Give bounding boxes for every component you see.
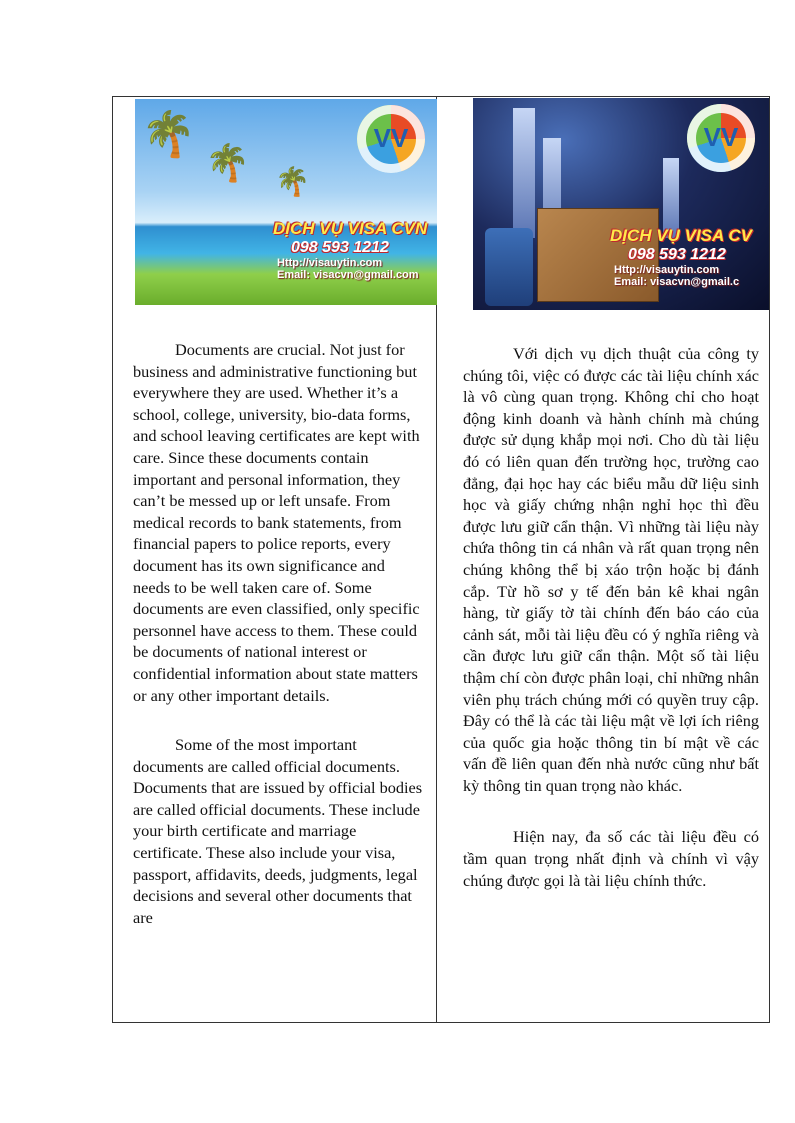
banner-title: DỊCH VỤ VISA CVN: [273, 219, 428, 238]
cvn-logo-icon: VV: [687, 104, 755, 172]
suitcase-icon: [485, 228, 533, 306]
banner-website: Http://visauytin.com: [277, 257, 383, 269]
banner-phone: 098 593 1212: [628, 246, 726, 263]
banner-image-resort: [135, 99, 437, 305]
banner-caption: [273, 219, 433, 281]
paragraph: Some of the most important documents are called official documents.: [133, 735, 400, 776]
banner-image-city: [473, 98, 769, 310]
english-text-column: [133, 339, 423, 928]
banner-phone: 098 593 1212: [291, 239, 389, 256]
paragraph: Documents are crucial. Not just for business and administrative functioning but everywhere they are used. Whether it’s a school, college, university, bio-data forms, and school leaving certificates are kept with care. Since these documents contain important and personal information, they can’t be messed up or left unsafe. From medical records to bank statements, from financial papers to police reports, every document has its own significance and needs to be well taken care of. Some documents are even classified, only specific personnel have access to them. These could be documents of national interest or confidential information about state matters or any other important details.: [133, 340, 420, 705]
paragraph: Hiện nay, đa số các tài liệu đều có tầm quan trọng nhất định và chính vì vậy chúng được gọi là tài liệu chính thức.: [463, 827, 759, 890]
banner-email: Email: visacvn@gmail.com: [277, 269, 419, 281]
banner-caption: [610, 226, 769, 288]
cvn-logo-icon: VV: [357, 105, 425, 173]
banner-email: Email: visacvn@gmail.c: [614, 276, 740, 288]
vietnamese-text-column: [463, 343, 759, 891]
paragraph: Documents that are issued by official bodies are called official documents. These include your birth certificate and marriage certificate. These also include your visa, passport, affidavits, deeds, judgments, legal decisions and several other documents that are: [133, 778, 423, 927]
banner-title: DỊCH VỤ VISA CV: [610, 226, 753, 245]
paragraph: Với dịch vụ dịch thuật của công ty chúng tôi, việc có được các tài liệu chính xác là vô cùng quan trọng. Không chỉ cho hoạt động kinh doanh và hành chính mà chúng được sử dụng khắp mọi nơi. Cho dù tài liệu đó có liên quan đến trường học, trường cao đẳng, đại học hay các biểu mẫu dữ liệu sinh học và giấy chứng nhận nghỉ học thì đều được lưu giữ cẩn thận. Vì những tài liệu này chứa thông tin cá nhân và rất quan trọng nên chúng không thể bị xáo trộn hoặc bị đánh cắp. Từ hồ sơ y tế đến bản kê khai ngân hàng, từ giấy tờ tài chính đến báo cáo của cảnh sát, mỗi tài liệu đều có ý nghĩa riêng và cần được lưu giữ cẩn thận. Một số tài liệu thậm chí còn được phân loại, chỉ những nhân viên phụ trách chúng mới có quyền truy cập. Đây có thể là các tài liệu mật về lợi ích riêng của quốc gia hoặc thông tin bí mật về các vấn đề liên quan đến nhà nước cũng như bất kỳ thông tin quan trọng nào khác.: [463, 344, 759, 795]
palm-tree-icon: 🌴: [275, 167, 310, 198]
palm-tree-icon: 🌴: [205, 143, 250, 183]
palm-tree-icon: 🌴: [141, 110, 196, 159]
building-icon: [513, 108, 535, 238]
banner-website: Http://visauytin.com: [614, 264, 720, 276]
